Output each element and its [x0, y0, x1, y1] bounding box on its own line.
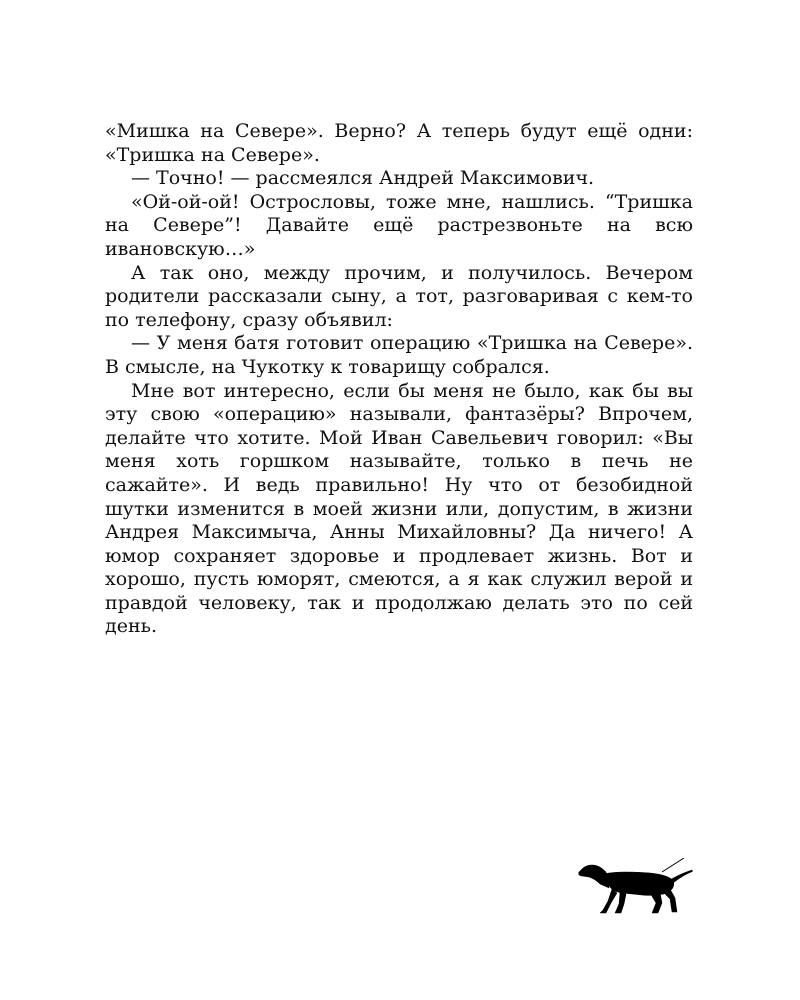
- page-body: [105, 120, 693, 639]
- paragraph-5: — У меня батя готовит операцию «Тришка на Севере». В смысле, на Чукотку к товарищу собрался.: [105, 332, 693, 378]
- paragraph-6: Мне вот интересно, если бы меня не было, как бы вы эту свою «операцию» называли, фантазёры? Впрочем, делайте что хотите. Мой Иван Савельевич говорил: «Вы меня хоть горшком называйте, только в печь не сажайте». И ведь правильно! Ну что от безобидной шутки изменится в моей жизни или, допустим, в жизни Андрея Максимыча, Анны Михайловны? Да ничего! А юмор сохраняет здоровье и продлевает жизнь. Вот и хорошо, пусть юморят, смеются, а я как служил верой и правдой человеку, так и продолжаю делать это по сей день.: [105, 379, 693, 638]
- dog-silhouette-icon: [578, 858, 694, 916]
- paragraph-4: А так оно, между прочим, и получилось. Вечером родители рассказали сыну, а тот, разговаривая с кем-то по телефону, сразу объявил:: [105, 261, 693, 331]
- paragraph-2: — Точно! — рассмеялся Андрей Максимович.: [131, 167, 595, 190]
- paragraph-1: «Мишка на Севере». Верно? А теперь будут ещё одни: «Тришка на Севере».: [105, 120, 693, 166]
- paragraph-3: «Ой-ой-ой! Острословы, тоже мне, нашлись. “Тришка на Севере”! Давайте ещё растрезвоньте на всю ивановскую…»: [105, 190, 693, 260]
